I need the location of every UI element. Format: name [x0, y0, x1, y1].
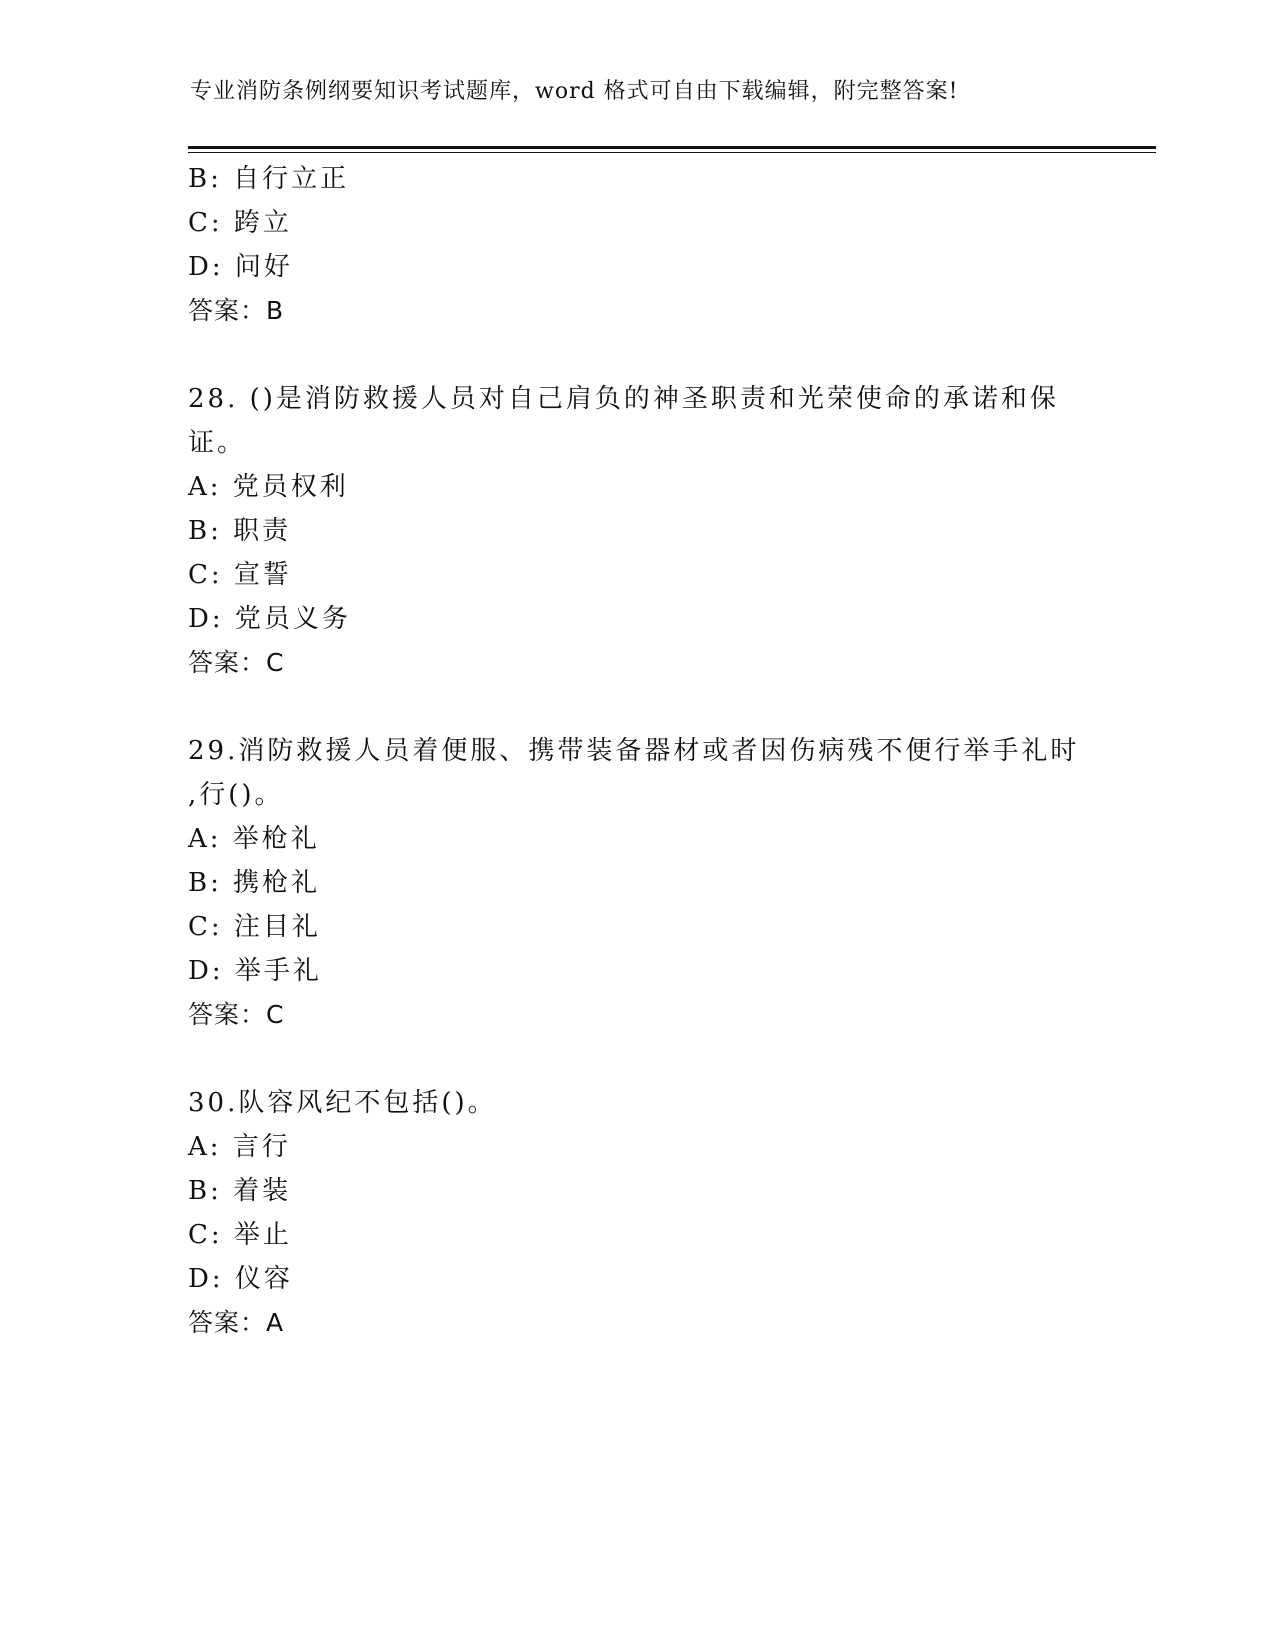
- question-29-option-c: C: 注目礼: [188, 912, 321, 942]
- question-30-option-d: D: 仪容: [188, 1264, 293, 1294]
- question-30-option-c: C: 举止: [188, 1220, 292, 1250]
- question-29-option-a: A: 举枪礼: [188, 824, 320, 854]
- option-b: B: 自行立正: [188, 164, 350, 194]
- question-29-stem-cont: ,行()。: [188, 780, 284, 810]
- option-c: C: 跨立: [188, 208, 292, 238]
- answer-line: 答案：B: [188, 296, 285, 325]
- question-29-option-b: B: 携枪礼: [188, 868, 321, 898]
- question-30-answer: 答案：A: [188, 1308, 285, 1337]
- question-29-stem: 29.消防救援人员着便服、携带装备器材或者因伤病残不便行举手礼时: [188, 736, 1080, 766]
- question-28-option-c: C: 宣誓: [188, 560, 292, 590]
- question-28-option-b: B: 职责: [188, 516, 292, 546]
- question-29-answer: 答案：C: [188, 1000, 285, 1029]
- question-30-option-b: B: 着装: [188, 1176, 292, 1206]
- question-28-stem-cont: 证。: [188, 428, 247, 458]
- question-30-option-a: A: 言行: [188, 1132, 291, 1162]
- header-rule-thick: [188, 146, 1156, 149]
- page-header-title: 专业消防条例纲要知识考试题库，word 格式可自由下载编辑，附完整答案!: [190, 79, 959, 104]
- option-d: D: 问好: [188, 252, 293, 282]
- question-29-option-d: D: 举手礼: [188, 956, 322, 986]
- question-30-stem: 30.队容风纪不包括()。: [188, 1088, 497, 1118]
- question-28-option-d: D: 党员义务: [188, 604, 351, 634]
- question-28-option-a: A: 党员权利: [188, 472, 349, 502]
- question-28-answer: 答案：C: [188, 648, 285, 677]
- question-28-stem: 28. ()是消防救援人员对自己肩负的神圣职责和光荣使命的承诺和保: [188, 384, 1059, 414]
- header-rule-thin: [188, 152, 1156, 153]
